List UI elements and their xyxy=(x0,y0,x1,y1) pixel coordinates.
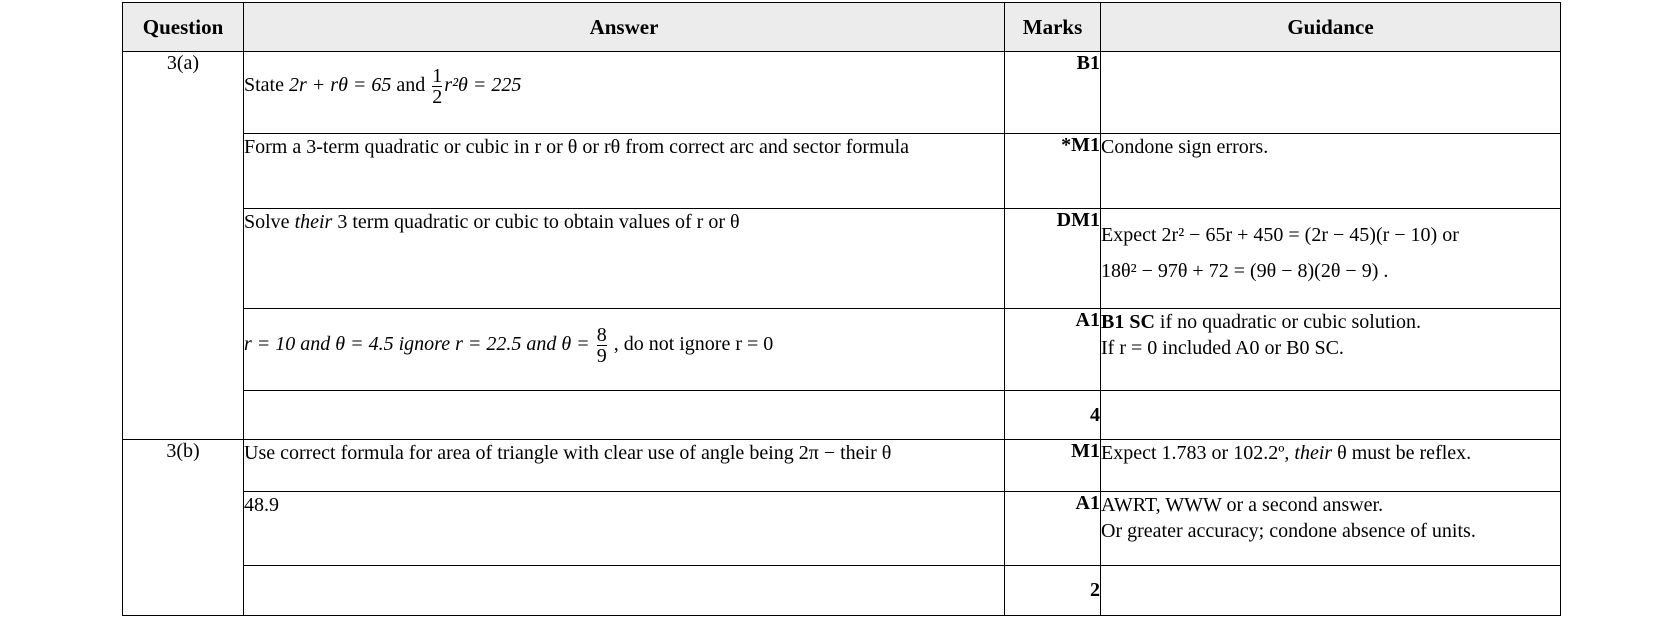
guidance-cell xyxy=(1101,492,1561,566)
answer-text: 3 term quadratic or cubic to obtain values of r or θ xyxy=(337,211,740,233)
fraction-denominator: 2 xyxy=(432,86,443,108)
guidance-cell: Condone sign errors. xyxy=(1101,134,1561,209)
guidance-cell xyxy=(1101,52,1561,134)
total-marks: 2 xyxy=(1005,566,1101,616)
answer-text: State xyxy=(244,74,284,97)
guidance-line: Or greater accuracy; condone absence of units. xyxy=(1101,520,1476,542)
fraction-numerator: 1 xyxy=(432,65,443,87)
guidance-cell xyxy=(1101,309,1561,391)
answer-text: Solve xyxy=(244,211,290,233)
answer-header: Answer xyxy=(244,3,1005,52)
answer-cell: Use correct formula for area of triangle with clear use of angle being 2π − their θ xyxy=(244,440,1005,492)
answer-cell xyxy=(244,52,1005,134)
mark-scheme-table xyxy=(122,2,1561,616)
answer-cell xyxy=(244,309,1005,391)
equation: r²θ = 225 xyxy=(444,74,522,97)
fraction-denominator: 9 xyxy=(596,345,607,367)
guidance-emphasis: B1 SC xyxy=(1101,311,1155,333)
table-row xyxy=(123,492,1561,566)
guidance-header: Guidance xyxy=(1101,3,1561,52)
answer-text: , do not ignore r = 0 xyxy=(613,333,774,356)
mark-cell: *M1 xyxy=(1005,134,1101,209)
mark-cell: A1 xyxy=(1005,492,1101,566)
table-row xyxy=(123,209,1561,309)
guidance-cell xyxy=(1101,566,1561,616)
guidance-text: if no quadratic or cubic solution. xyxy=(1159,311,1421,333)
fraction-numerator: 8 xyxy=(596,324,607,346)
total-marks: 4 xyxy=(1005,391,1101,440)
equation: 2r + rθ = 65 xyxy=(289,74,392,97)
total-row xyxy=(123,566,1561,616)
guidance-cell xyxy=(1101,391,1561,440)
guidance-text: Expect 1.783 or 102.2º, xyxy=(1101,442,1290,464)
answer-cell xyxy=(244,566,1005,616)
guidance-line: Expect 2r² − 65r + 450 = (2r − 45)(r − 10) or xyxy=(1101,224,1459,246)
question-header: Question xyxy=(123,3,244,52)
question-number: 3(a) xyxy=(123,52,244,440)
answer-cell xyxy=(244,391,1005,440)
guidance-text: θ must be reflex. xyxy=(1337,442,1472,464)
guidance-line: 18θ² − 97θ + 72 = (9θ − 8)(2θ − 9) . xyxy=(1101,260,1389,282)
mark-cell: A1 xyxy=(1005,309,1101,391)
mark-cell: DM1 xyxy=(1005,209,1101,309)
mark-cell: B1 xyxy=(1005,52,1101,134)
guidance-line: If r = 0 included A0 or B0 SC. xyxy=(1101,337,1344,359)
marks-header: Marks xyxy=(1005,3,1101,52)
mark-cell: M1 xyxy=(1005,440,1101,492)
guidance-cell xyxy=(1101,209,1561,309)
guidance-line: AWRT, WWW or a second answer. xyxy=(1101,494,1384,516)
guidance-line xyxy=(1101,309,1560,335)
guidance-emphasis: their xyxy=(1294,442,1333,464)
answer-emphasis: their xyxy=(294,211,333,233)
fraction xyxy=(597,325,607,366)
question-number: 3(b) xyxy=(123,440,244,616)
fraction xyxy=(432,66,442,107)
total-row xyxy=(123,391,1561,440)
header-row xyxy=(123,3,1561,52)
answer-cell: 48.9 xyxy=(244,492,1005,566)
table-row xyxy=(123,440,1561,492)
table-row xyxy=(123,309,1561,391)
table-row xyxy=(123,134,1561,209)
connector-text: and xyxy=(396,74,426,97)
answer-text: r = 10 and θ = 4.5 ignore r = 22.5 and θ = xyxy=(244,333,590,356)
guidance-cell xyxy=(1101,440,1561,492)
table-row xyxy=(123,52,1561,134)
answer-cell xyxy=(244,209,1005,309)
answer-cell: Form a 3-term quadratic or cubic in r or θ or rθ from correct arc and sector formula xyxy=(244,134,1005,209)
